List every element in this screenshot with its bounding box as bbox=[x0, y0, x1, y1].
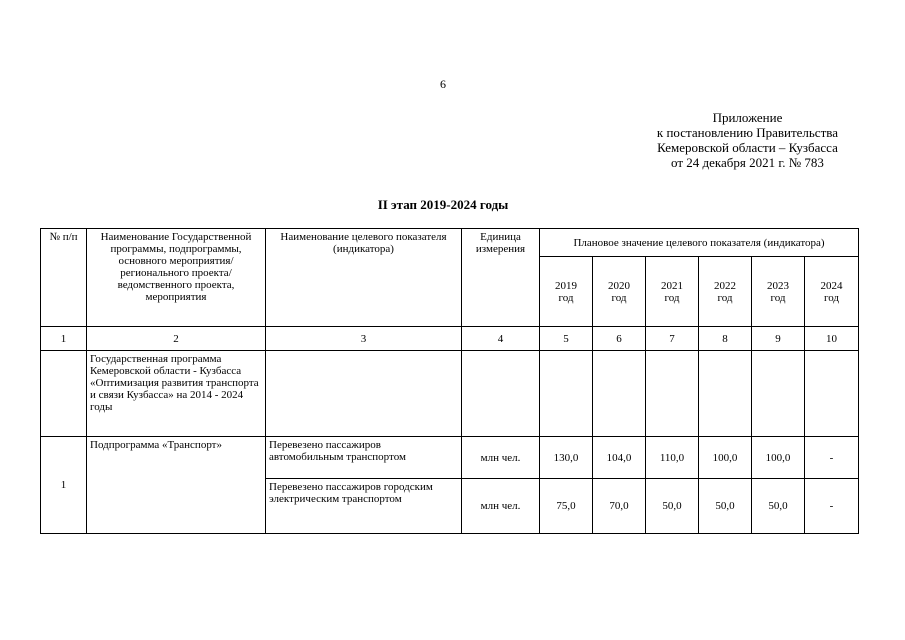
column-number: 7 bbox=[646, 327, 699, 351]
header-year-2024: 2024 год bbox=[805, 257, 859, 327]
indicator-unit: млн чел. bbox=[462, 479, 540, 534]
column-number: 9 bbox=[752, 327, 805, 351]
indicator-name: Перевезено пассажиров городским электрическим транспортом bbox=[266, 479, 462, 534]
header-year-2021: 2021 год bbox=[646, 257, 699, 327]
value-2022: 100,0 bbox=[699, 437, 752, 479]
indicators-table bbox=[40, 228, 859, 534]
column-number: 1 bbox=[41, 327, 87, 351]
value-2019: 130,0 bbox=[540, 437, 593, 479]
subprogram-name: Подпрограмма «Транспорт» bbox=[87, 437, 266, 534]
value-2020: 104,0 bbox=[593, 437, 646, 479]
column-number: 4 bbox=[462, 327, 540, 351]
header-num: № п/п bbox=[41, 229, 87, 327]
column-number: 10 bbox=[805, 327, 859, 351]
value-2022: 50,0 bbox=[699, 479, 752, 534]
column-number: 6 bbox=[593, 327, 646, 351]
program-row bbox=[41, 351, 859, 437]
value-2021: 50,0 bbox=[646, 479, 699, 534]
appendix-line: к постановлению Правительства bbox=[656, 125, 838, 140]
value-2020: 70,0 bbox=[593, 479, 646, 534]
column-number: 2 bbox=[87, 327, 266, 351]
indicator-unit: млн чел. bbox=[462, 437, 540, 479]
column-number: 5 bbox=[540, 327, 593, 351]
header-program-name: Наименование Государственной программы, подпрограммы, основного мероприятия/регионального проекта/ведомственного проекта, мероприятия bbox=[87, 229, 266, 327]
table-row bbox=[41, 437, 859, 479]
column-number-row bbox=[41, 327, 859, 351]
value-2023: 50,0 bbox=[752, 479, 805, 534]
appendix-block bbox=[657, 110, 838, 170]
value-2019: 75,0 bbox=[540, 479, 593, 534]
header-unit: Единица измерения bbox=[462, 229, 540, 327]
header-year-2019: 2019 год bbox=[540, 257, 593, 327]
value-2023: 100,0 bbox=[752, 437, 805, 479]
column-number: 8 bbox=[699, 327, 752, 351]
indicator-name: Перевезено пассажиров автомобильным транспортом bbox=[266, 437, 462, 479]
header-year-2020: 2020 год bbox=[593, 257, 646, 327]
header-year-2022: 2022 год bbox=[699, 257, 752, 327]
program-name: Государственная программа Кемеровской области - Кузбасса «Оптимизация развития транспорта и связи Кузбасса» на 2014 - 2024 годы bbox=[87, 351, 266, 437]
appendix-line: Приложение bbox=[712, 110, 783, 125]
header-year-2023: 2023 год bbox=[752, 257, 805, 327]
appendix-line: от 24 декабря 2021 г. № 783 bbox=[671, 155, 824, 170]
value-2024: - bbox=[805, 479, 859, 534]
stage-title: II этап 2019-2024 годы bbox=[377, 197, 509, 212]
column-number: 3 bbox=[266, 327, 462, 351]
value-2024: - bbox=[805, 437, 859, 479]
value-2021: 110,0 bbox=[646, 437, 699, 479]
page-number: 6 bbox=[440, 77, 446, 91]
header-plan-value: Плановое значение целевого показателя (индикатора) bbox=[540, 229, 859, 257]
subprogram-number: 1 bbox=[41, 437, 87, 534]
header-indicator-name: Наименование целевого показателя (индикатора) bbox=[266, 229, 462, 327]
appendix-line: Кемеровской области – Кузбасса bbox=[657, 140, 838, 155]
